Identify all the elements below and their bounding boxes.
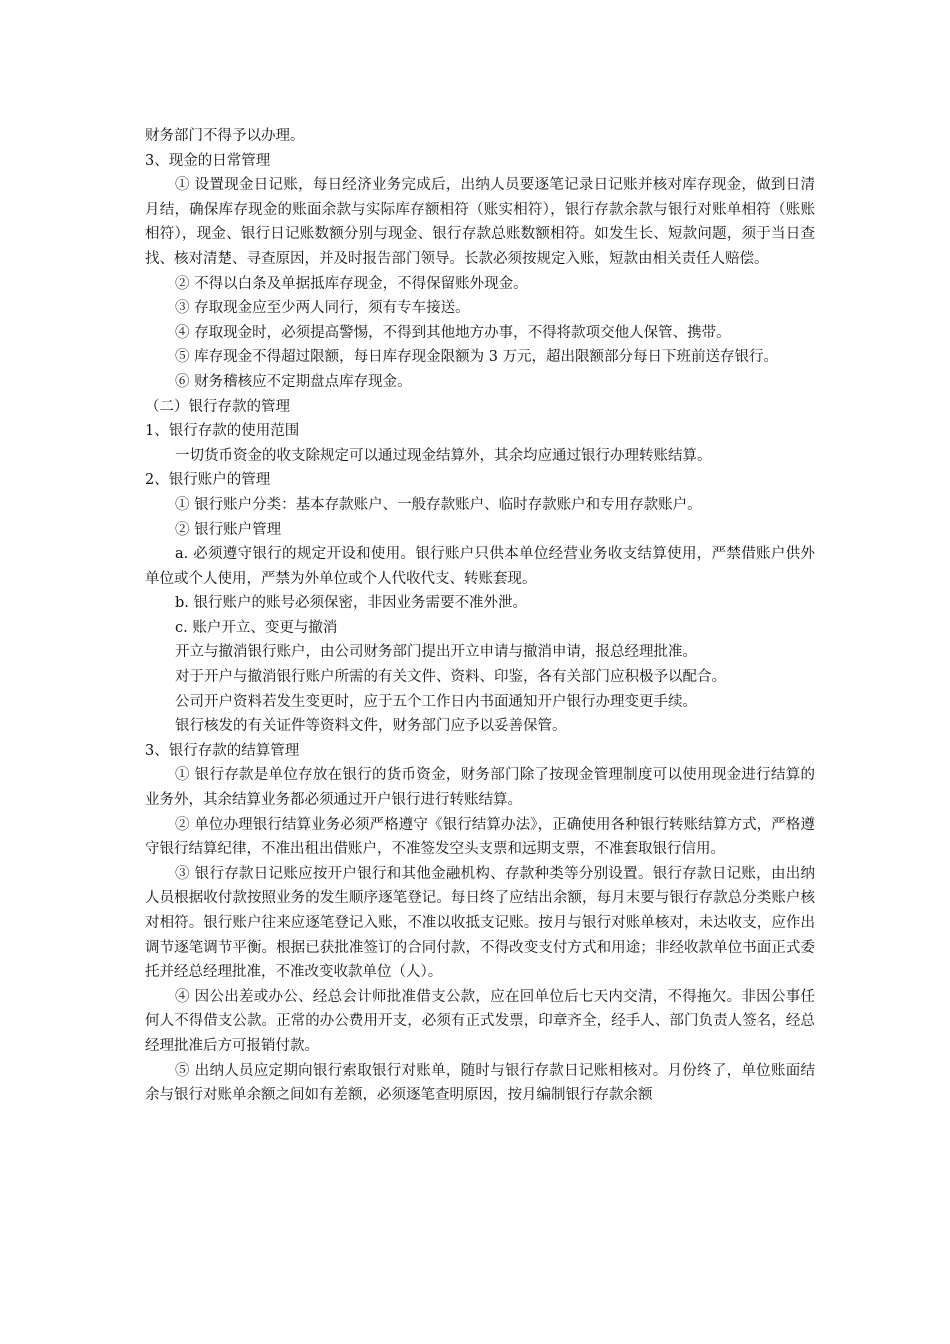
section-heading: 2、银行账户的管理: [145, 472, 271, 489]
paragraph: ③ 银行存款日记账应按开户银行和其他金融机构、存款种类等分别设置。银行存款日记账，由出纳人员根据收付款按照业务的发生顺序逐笔登记。每日终了应结出余额，每月末要与银行存款总分类账户核对相符。银行账户往来应逐笔登记入账，不准以收抵支记账。按月与银行对账单核对，未达收支，应作出调节逐笔调节平衡。根据已获批准签订的合同付款，不得改变支付方式和用途；非经收款单位书面正式委托并经总经理批准，不准改变收款单位（人）。: [145, 865, 815, 981]
paragraph: 财务部门不得予以办理。: [145, 128, 305, 144]
paragraph: ② 单位办理银行结算业务必须严格遵守《银行结算办法》，正确使用各种银行转账结算方式，严格遵守银行结算纪律，不准出租出借账户，不准签发空头支票和远期支票，不准套取银行信用。: [145, 816, 815, 858]
paragraph: 对于开户与撤消银行账户所需的有关文件、资料、印鉴，各有关部门应积极予以配合。: [175, 669, 726, 686]
paragraph: ⑤ 库存现金不得超过限额，每日库存现金限额为 3 万元，超出限额部分每日下班前送存银行。: [175, 349, 779, 366]
section-heading: 3、银行存款的结算管理: [145, 742, 300, 759]
paragraph: ② 不得以白条及单据抵库存现金，不得保留账外现金。: [175, 275, 528, 292]
paragraph: ① 银行账户分类：基本存款账户、一般存款账户、临时存款账户和专用存款账户。: [175, 496, 702, 513]
section-heading: 1、银行存款的使用范围: [145, 423, 300, 440]
paragraph: 一切货币资金的收支除规定可以通过现金结算外，其余均应通过银行办理转账结算。: [175, 447, 712, 464]
paragraph: ⑤ 出纳人员应定期向银行索取银行对账单，随时与银行存款日记账相核对。月份终了，单位账面结余与银行对账单余额之间如有差额，必须逐笔查明原因，按月编制银行存款余额: [145, 1062, 815, 1104]
paragraph: ① 设置现金日记账，每日经济业务完成后，出纳人员要逐笔记录日记账并核对库存现金，做到日清月结，确保库存现金的账面余款与实际库存额相符（账实相符），银行存款余款与银行对账单相符（账账相符），现金、银行日记账数额分别与现金、银行存款总账数额相符。如发生长、短款问题，须于当日查找、核对清楚、寻查原因，并及时报告部门领导。长款必须按规定入账，短款由相关责任人赔偿。: [145, 177, 815, 267]
paragraph: a. 必须遵守银行的规定开设和使用。银行账户只供本单位经营业务收支结算使用，严禁借账户供外单位或个人使用，严禁为外单位或个人代收代支、转账套现。: [145, 546, 815, 587]
paragraph: ② 银行账户管理: [175, 521, 282, 538]
document-page: [145, 124, 815, 1108]
paragraph: 银行核发的有关证件等资料文件，财务部门应予以妥善保管。: [175, 718, 567, 735]
paragraph: ④ 存取现金时，必须提高警惕，不得到其他地方办事，不得将款项交他人保管、携带。: [175, 324, 731, 341]
paragraph: 开立与撤消银行账户，由公司财务部门提出开立申请与撤消申请，报总经理批准。: [175, 644, 697, 661]
paragraph: ⑥ 财务稽核应不定期盘点库存现金。: [175, 373, 412, 390]
paragraph: 公司开户资料若发生变更时，应于五个工作日内书面通知开户银行办理变更手续。: [175, 693, 697, 710]
paragraph: c. 账户开立、变更与撤消: [175, 619, 338, 636]
paragraph: ① 银行存款是单位存放在银行的货币资金，财务部门除了按现金管理制度可以使用现金进行结算的业务外，其余结算业务都必须通过开户银行进行转账结算。: [145, 767, 815, 809]
paragraph: ③ 存取现金应至少两人同行，须有专车接送。: [175, 300, 470, 317]
section-heading: （二）银行存款的管理: [145, 398, 290, 415]
paragraph: ④ 因公出差或办公、经总会计师批准借支公款，应在回单位后七天内交清，不得拖欠。非因公事任何人不得借支公款。正常的办公费用开支，必须有正式发票，印章齐全，经手人、部门负责人签名，经总经理批准后方可报销付款。: [145, 988, 815, 1054]
paragraph: b. 银行账户的账号必须保密，非因业务需要不准外泄。: [175, 595, 527, 612]
section-heading: 3、现金的日常管理: [145, 152, 271, 169]
